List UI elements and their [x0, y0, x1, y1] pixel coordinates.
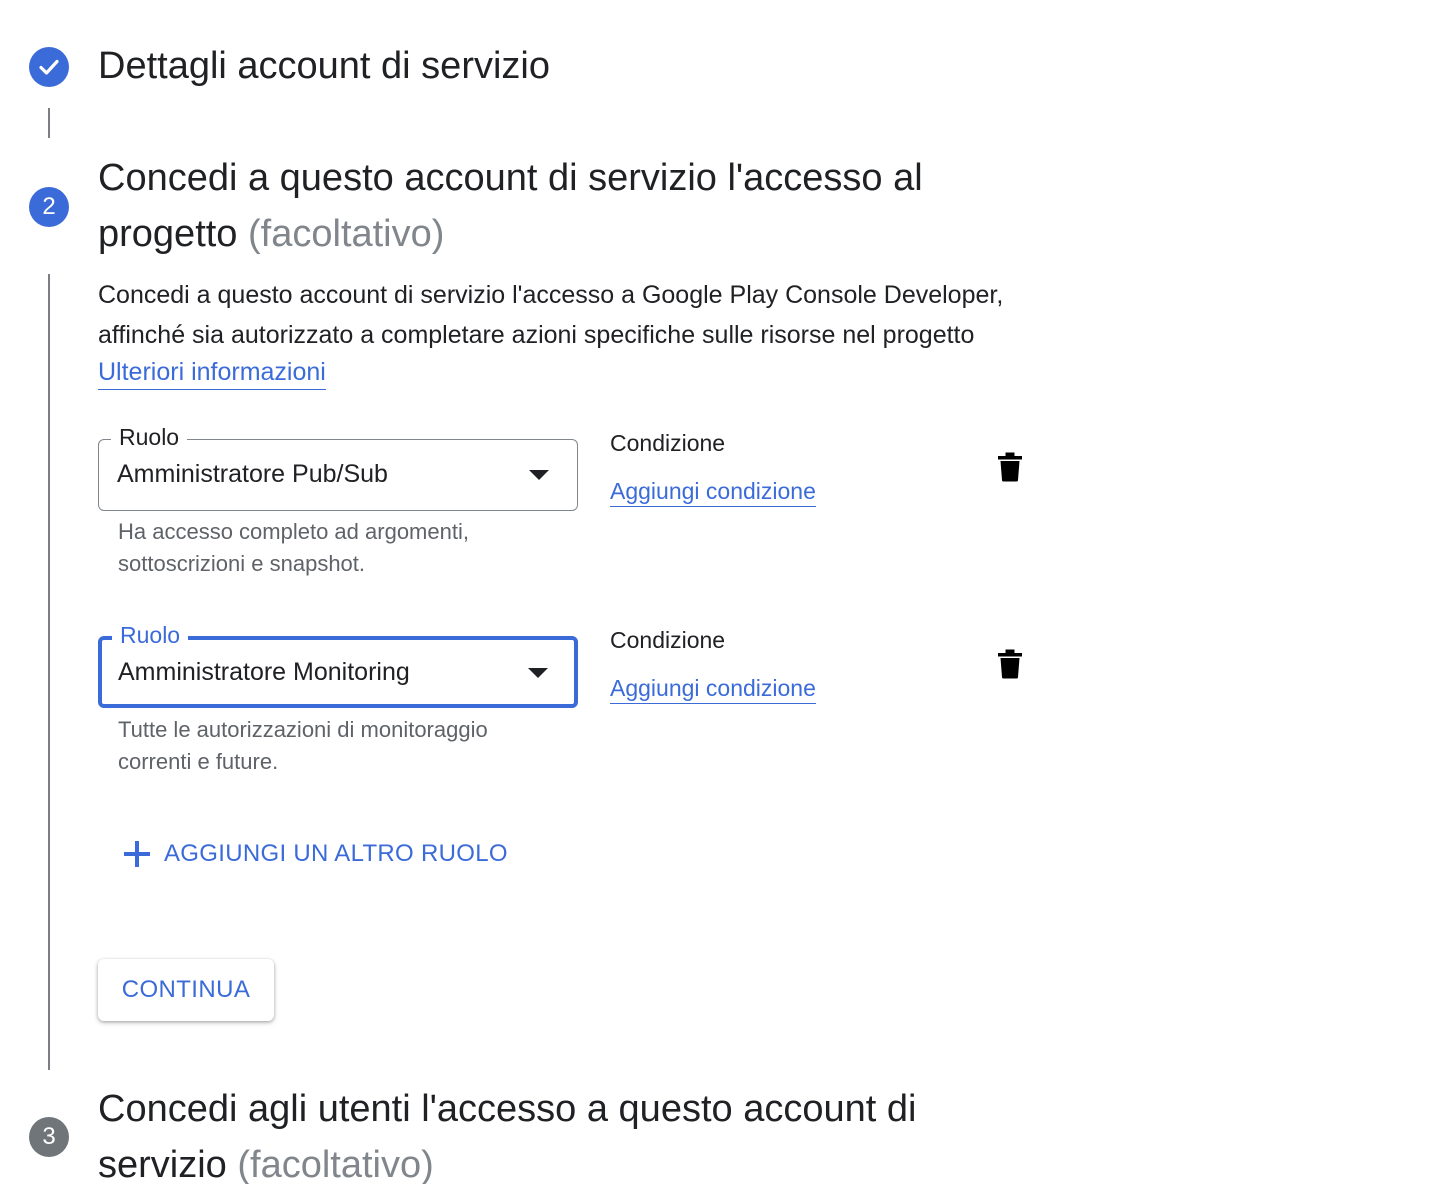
optional-label: (facoltativo) — [237, 1144, 434, 1184]
role-hint-2: Tutte le autorizzazioni di monitoraggio correnti e future. — [118, 717, 488, 774]
arrow-drop-down-icon — [528, 668, 548, 678]
step-2-title — [98, 150, 1018, 262]
arrow-drop-down-icon — [529, 470, 549, 480]
role-select-value: Amministratore Monitoring — [118, 658, 410, 686]
add-condition-link-1[interactable]: Aggiungi condizione — [610, 476, 816, 507]
plus-icon — [124, 841, 150, 867]
step-1-complete-marker — [29, 47, 69, 87]
step-1-title[interactable]: Dettagli account di servizio — [98, 45, 550, 87]
role-select-2[interactable] — [98, 622, 578, 708]
condition-label-1: Condizione — [610, 430, 726, 456]
step-2-title-text: Concedi a questo account di servizio l'accesso al progetto — [98, 157, 923, 255]
step-3-marker: 3 — [29, 1117, 69, 1157]
role-hint-1: Ha accesso completo ad argomenti, sottoscrizioni e snapshot. — [118, 519, 469, 576]
condition-label-2: Condizione — [610, 627, 726, 653]
step-3-title[interactable] — [98, 1081, 1018, 1184]
learn-more-link[interactable]: Ulteriori informazioni — [98, 355, 326, 390]
role-select-label: Ruolo — [112, 620, 188, 650]
step-3-title-text: Concedi agli utenti l'accesso a questo account di servizio — [98, 1088, 917, 1184]
trash-icon[interactable] — [997, 649, 1023, 679]
step-2-description: Concedi a questo account di servizio l'accesso a Google Play Console Developer, affinché sia autorizzato a completare azioni specifiche sulle risorse nel progetto — [98, 281, 1004, 349]
step-connector — [48, 108, 50, 138]
add-another-role-label: AGGIUNGI UN ALTRO RUOLO — [164, 840, 508, 867]
role-select-1[interactable] — [98, 424, 578, 511]
optional-label: (facoltativo) — [248, 213, 445, 255]
check-icon — [37, 55, 61, 79]
add-condition-link-2[interactable]: Aggiungi condizione — [610, 673, 816, 704]
add-another-role-button[interactable] — [124, 836, 508, 872]
trash-icon[interactable] — [997, 452, 1023, 482]
step-2-marker: 2 — [29, 187, 69, 227]
continue-button[interactable]: CONTINUA — [98, 959, 274, 1021]
step-connector — [48, 274, 50, 1070]
role-select-value: Amministratore Pub/Sub — [117, 460, 388, 488]
role-select-label: Ruolo — [111, 422, 187, 452]
